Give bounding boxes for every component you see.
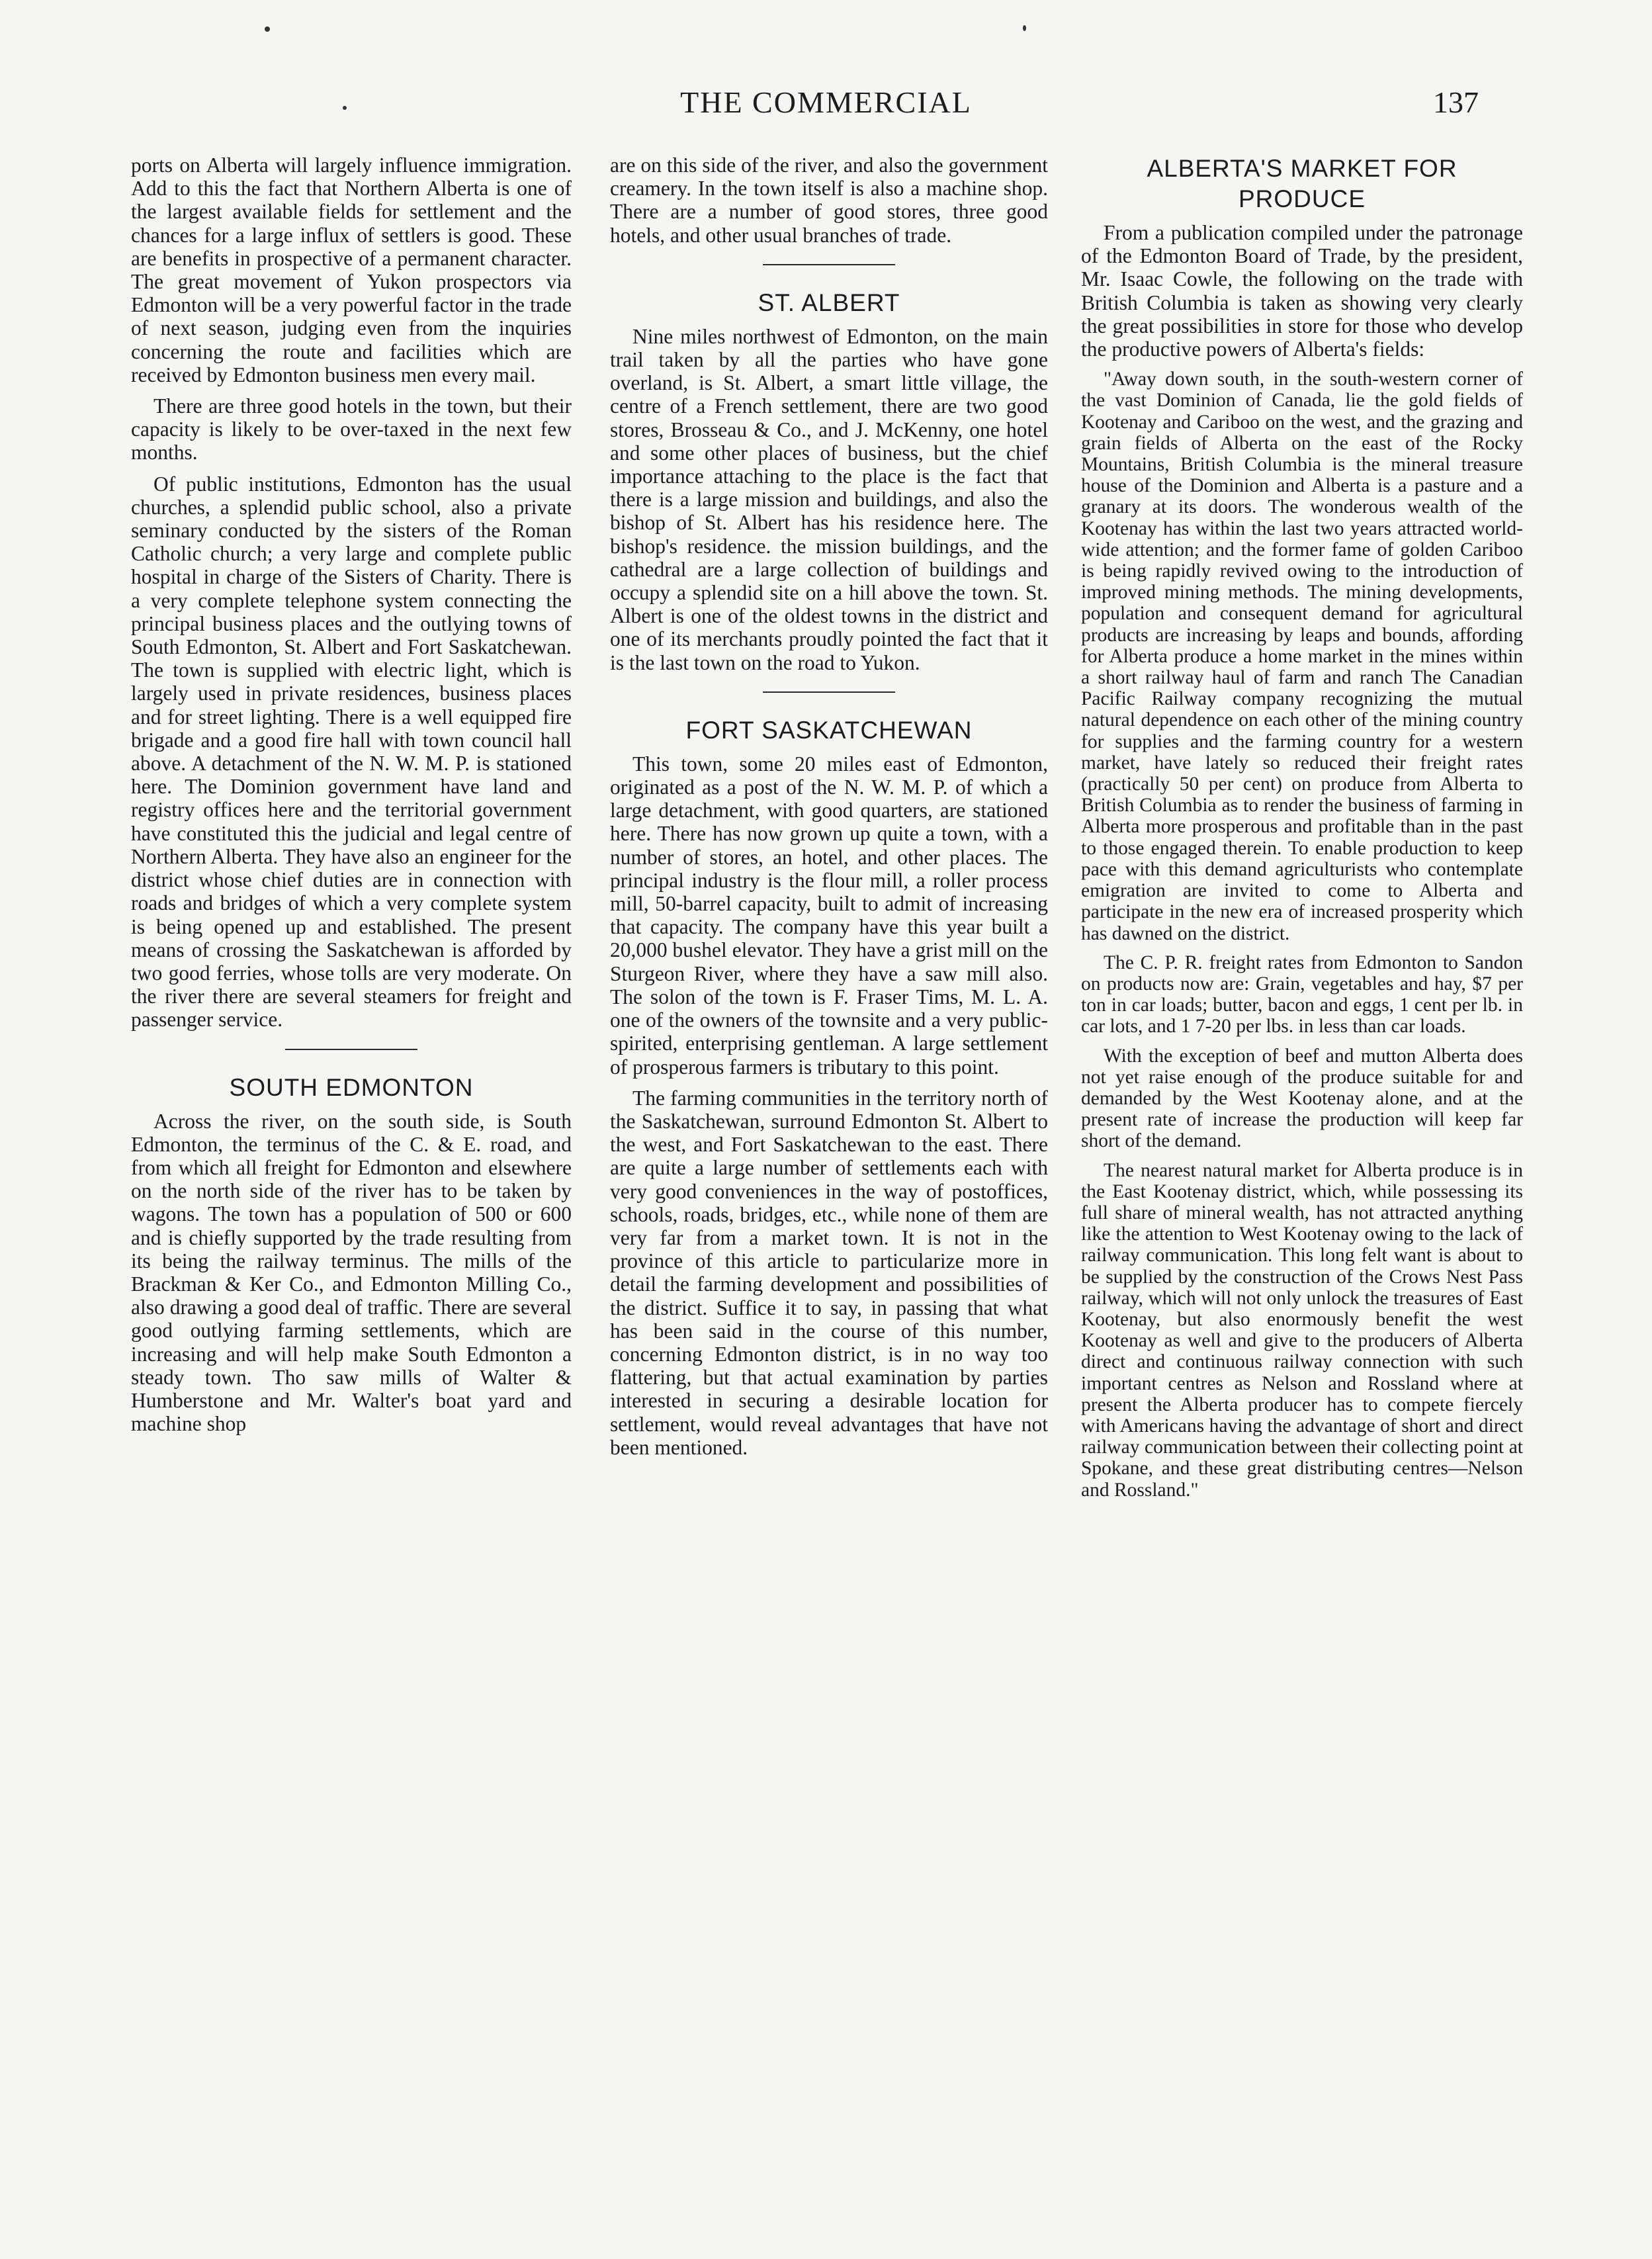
section-heading: ALBERTA'S MARKET FOR PRODUCE: [1147, 155, 1457, 212]
paragraph: Across the river, on the south side, is South Edmonton, the terminus of the C. & E. road, and from which all freight for Edmonton and elsewhere on the north side of the river has to be taken by wagons. The town has a population of 500 or 600 and is chiefly supported by the trade resulting from its being the railway terminus. The mills of the Brackman & Ker Co., and Edmonton Milling Co., also drawing a good deal of traffic. There are several good outlying farming settlements, which are increasing and will help make South Edmonton a steady town. Tho saw mills of Walter & Humberstone and Mr. Walter's boat yard and machine shop: [131, 1109, 572, 1436]
paragraph: The farming communities in the territory north of the Saskatchewan, surround Edmonton St. Albert to the west, and Fort Saskatchewan to the east. There are quite a large number of settlements each with very good conveniences in the way of postoffices, schools, roads, bridges, etc., while none of them are very far from a market town. It is not in the province of this article to particularize more in detail the farming development and possibilities of the district. Suffice it to say, in passing that what has been said in the course of this number, concerning Edmonton district, is in no way too flattering, but that actual examination by parties interested in securing a desirable location for settlement, would reveal advantages that have not been mentioned.: [610, 1086, 1048, 1459]
paragraph: With the exception of beef and mutton Alberta does not yet raise enough of the produce suitable for and demanded by the West Kootenay alone, and at the present rate of increase the production will keep far short of the demand.: [1081, 1045, 1523, 1152]
page-header: [0, 85, 1652, 131]
ink-speck: [265, 26, 270, 32]
section-rule: [763, 264, 895, 265]
section-rule: [763, 691, 895, 693]
paragraph: Of public institutions, Edmonton has the usual churches, a splendid public school, also a private seminary conducted by the sisters of the Roman Catholic church; a very large and complete public hospital in charge of the Sisters of Charity. There is a very complete telephone system connecting the principal business places and the outlying towns of South Edmonton, St. Albert and Fort Saskatchewan. The town is supplied with electric light, which is largely used in private residences, business places and for street lighting. There is a well equipped fire brigade and a good fire hall with town council hall above. A detachment of the N. W. M. P. is stationed here. The Dominion government have land and registry offices here and the territorial government have constituted this the judicial and legal centre of Northern Alberta. They have also an engineer for the district whose chief duties are in connection with roads and bridges of which a very complete system is being opened up and established. The present means of crossing the Saskatchewan is afforded by two good ferries, whose tolls are very moderate. On the river there are several steamers for freight and passenger service.: [131, 472, 572, 1032]
section-heading: SOUTH EDMONTON: [229, 1073, 474, 1101]
column-3: [1081, 154, 1523, 1501]
section-heading: ST. ALBERT: [758, 288, 900, 316]
section-rule: [285, 1049, 417, 1050]
paragraph: are on this side of the river, and also the government creamery. In the town itself is also a machine shop. There are a number of good stores, three good hotels, and other usual branches of trade.: [610, 154, 1048, 247]
section-heading: FORT SASKATCHEWAN: [685, 716, 973, 744]
paragraph: ports on Alberta will largely influence immigration. Add to this the fact that Northern Alberta is one of the largest available fields for settlement and the chances for a large influx of settlers is good. These are benefits in prospective of a permanent character. The great movement of Yukon prospectors via Edmonton will be a very powerful factor in the trade of next season, judging even from the inquiries concerning the route and facilities which are received by Edmonton business men every mail.: [131, 154, 572, 386]
paragraph: "Away down south, in the south-western corner of the vast Dominion of Canada, lie the gold fields of Kootenay and Cariboo on the west, and the grazing and grain fields of Alberta on the east of the Rocky Mountains, British Columbia is the mineral treasure house of the Dominion and Alberta is a pasture and a granary at its doors. The wonderous wealth of the Kootenay has within the last two years attracted world-wide attention; and the former fame of golden Cariboo is being rapidly revived owing to the introduction of improved mining methods. The mining developments, population and consequent demand for agricultural products are increasing by leaps and bounds, affording for Alberta produce a home market in the mines within a short railway haul of farm and ranch The Canadian Pacific Railway company recognizing the mutual natural dependence on each other of the mining country for supplies and the farming country for a western market, have lately so reduced their freight rates (practically 50 per cent) on produce from Alberta to British Columbia as to render the business of farming in Alberta more prosperous and profitable than in the past to those engaged therein. To enable production to keep pace with this demand agriculturists who contemplate emigration are invited to come to Alberta and participate in the new era of increased prosperity which has dawned on the district.: [1081, 369, 1523, 944]
running-title: THE COMMERCIAL: [680, 85, 972, 119]
paragraph: The nearest natural market for Alberta produce is in the East Kootenay district, which, while possessing its full share of mineral wealth, has not attracted anything like the attention to West Kootenay owing to the lack of railway communication. This long felt want is about to be supplied by the construction of the Crows Nest Pass railway, which will not only unlock the treasures of East Kootenay, but also enormously benefit the west Kootenay as well and give to the producers of Alberta direct and continuous railway connection with such important centres as Nelson and Rossland where at present the Alberta producer has to compete fiercely with Americans having the advantage of short and direct railway communication between their collecting point at Spokane, and these great distributing centres—Nelson and Rossland.": [1081, 1159, 1523, 1501]
paragraph: From a publication compiled under the patronage of the Edmonton Board of Trade, by the president, Mr. Isaac Cowle, the following on the trade with British Columbia is taken as showing very clearly the great possibilities in store for those who develop the productive powers of Alberta's fields:: [1081, 221, 1523, 361]
paragraph: There are three good hotels in the town, but their capacity is likely to be over-taxed in the next few months.: [131, 394, 572, 465]
paragraph: Nine miles northwest of Edmonton, on the main trail taken by all the parties who have gone overland, is St. Albert, a smart little village, the centre of a French settlement, there are two good stores, Brosseau & Co., and J. McKenny, one hotel and some other places of business, but the chief importance attaching to the place is the fact that there is a large mission and buildings, and also the bishop of St. Albert has his residence here. The bishop's residence. the mission buildings, and the cathedral are a large collection of buildings and occupy a splendid site on a hill above the town. St. Albert is one of the oldest towns in the district and one of its merchants proudly pointed the fact that it is the last town on the road to Yukon.: [610, 324, 1048, 674]
column-1: [131, 154, 572, 1435]
paragraph: The C. P. R. freight rates from Edmonton to Sandon on products now are: Grain, vegetables and hay, $7 per ton in car loads; butter, bacon and eggs, 1 cent per lb. in car lots, and 1 7-20 per lbs. in less than car loads.: [1081, 952, 1523, 1038]
column-2: [610, 154, 1048, 1459]
paragraph: This town, some 20 miles east of Edmonton, originated as a post of the N. W. M. P. of which a large detachment, with good quarters, are stationed here. There has now grown up quite a town, with a number of stores, an hotel, and other places. The principal industry is the flour mill, a roller process mill, 50-barrel capacity, built to admit of increasing that capacity. The company have this year built a 20,000 bushel elevator. They have a grist mill on the Sturgeon River, where they have a saw mill also. The solon of the town is F. Fraser Tims, M. L. A. one of the owners of the townsite and a very public-spirited, enterprising gentleman. A large settlement of prosperous farmers is tributary to this point.: [610, 752, 1048, 1079]
ink-speck: [1023, 25, 1026, 31]
page-number: 137: [1433, 85, 1479, 119]
